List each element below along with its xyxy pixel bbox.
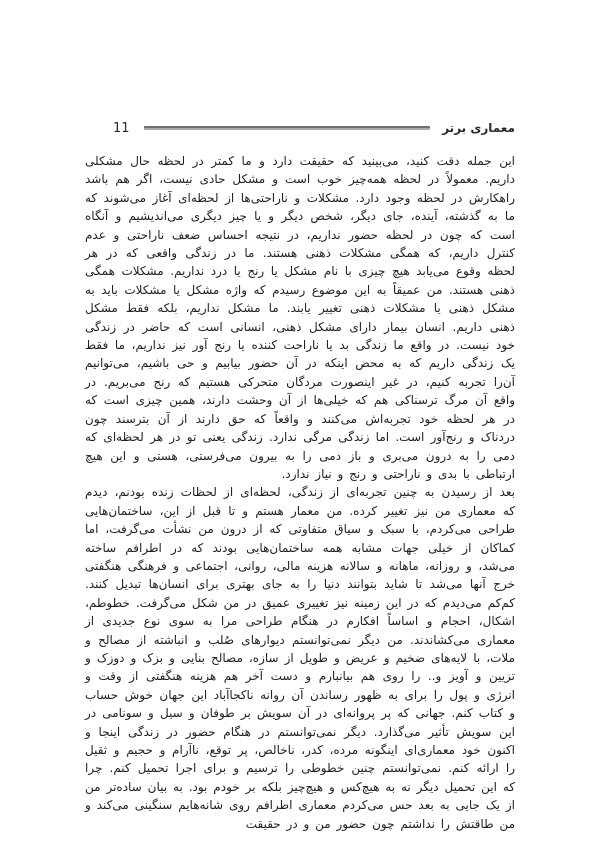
paragraph: این جمله دقت کنید، می‌بینید که حقیقت دارد و ما کمتر در لحظه حال مشکلی داریم. معمولاً در لحظه همه‌چیز خوب است و مشکل حادی نیست، اگر هم باشد راهکارش در لحظه وجود دارد. مشکلات و ناراحتی‌ها از لحظه‌ای آغاز می‌شوند که ما به گذشته، آینده، جای دیگر، شخص دیگر و یا چیز دیگری می‌اندیشیم و آنگاه است که چون در لحظه حضور نداریم، در نتیجه احساس ضعف ناراحتی و عدم کنترل داریم، که همگی مشکلات ذهنی هستند. ما در زندگی واقعی که در هر لحظه وقوع می‌یابد هیچ چیزی با نام مشکل یا رنج یا درد نداریم. مشکلات همگی ذهنی هستند. من عمیقاً به این موضوع رسیدم که واژه مشکل یا مشکلات باید به مشکل ذهنی یا مشکلات ذهنی تغییر یابند. ما مشکل نداریم، بلکه فقط مشکل ذهنی داریم. انسان بیمار دارای مشکل ذهنی، انسانی است که حاضر در زندگی خود نیست. در واقع ما زندگی بد یا ناراحت کننده یا رنج آور نیز نداریم، ما فقط یک زندگی داریم که به محض اینکه در آن حضور بیابیم و حی باشیم، می‌توانیم آن‌را تجربه کنیم، در غیر اینصورت مردگان متحرکی هستیم که رنج می‌بریم. در واقع آن مرگ ترسناکی هم که خیلی‌ها از آن وحشت دارند، همین چیزی است که در هر لحظه خود تجربه‌اش می‌کنند و واقعاً که حق دارند از آن بترسند چون دردناک و رنج‌آور است. اما زندگی مرگی ندارد. زندگی یعنی تو در هر لحظه‌ای که دمی را به درون می‌بری و باز دمی را به بیرون می‌فرستی، هستی و این هیچ ارتباطی با بدی و ناراحتی و رنج و نیاز ندارد. (85, 154, 515, 481)
page-body (85, 152, 515, 833)
paragraph: بعد از رسیدن به چنین تجربه‌ای از زندگی، لحظه‌ای از لحظات زنده بودنم، دیدم که معماری من نیز تغییر کرده. من معمار هستم و تا قبل از این، ساختمان‌هایی طراحی می‌کردم، با سبک و سیاق متفاوتی که از درون من نشأت می‌گرفت، اما کماکان از خیلی جهات مشابه همه ساختمان‌هایی بودند که در اطرافم ساخته می‌شد، و روزانه، ماهانه و سالانه هزینه مالی، روانی، اجتماعی و فرهنگی هنگفتی خرج آنها می‌شد تا شاید بتوانند دنیا را به جای بهتری برای انسان‌ها تبدیل کنند. کم‌کم می‌دیدم که در این زمینه نیز تغییری عمیق در من شکل می‌گرفت. خطوطم، اشکال، احجام و اساساً افکارم در هنگام طراحی مرا به سوی نوع جدیدی از معماری می‌کشاندند. من دیگر نمی‌توانستم دیوارهای صُلب و انباشته از مصالح و ملات، با لایه‌های ضخیم و عریض و طویل از سازه، مصالح بنایی و بزک و دوزک و تزیین و آویز و.. را روی هم بیانبارم و دست آخر هم هزینه هنگفتی از وقت و انرژی و پول را برای به ظهور رساندن آن روانه ناکجاآباد این جهان خوش حساب و کتاب کنم. جهانی که پر پروانه‌ای در آن سویش بر طوفان و سیل و سونامی در این سویش تأثیر می‌گذارد. دیگر نمی‌توانستم در هنگام حضور در زندگی اینجا و اکنون خود معماری‌ای اینگونه مرده، کدر، ناخالص، پر توقع، ناآرام و حجیم و ثقیل را ارائه کنم. نمی‌توانستم چنین خطوطی را ترسیم و برای اجرا تحمیل کنم. چرا که این تحمیل دیگر نه به هیچ‌کس و هیچ‌چیز بلکه بر خودم بود. به بیان ساده‌تر من از یک جایی به بعد حس می‌کردم معماری اطرافم روی شانه‌هایم سنگینی می‌کند و من طاقتش را نداشتم چون حضور من و در حقیقت (85, 485, 515, 831)
header-rule (144, 126, 431, 130)
page-number: 11 (113, 120, 130, 136)
page-header (85, 118, 515, 138)
running-head-title: معماری برتر (442, 121, 515, 135)
